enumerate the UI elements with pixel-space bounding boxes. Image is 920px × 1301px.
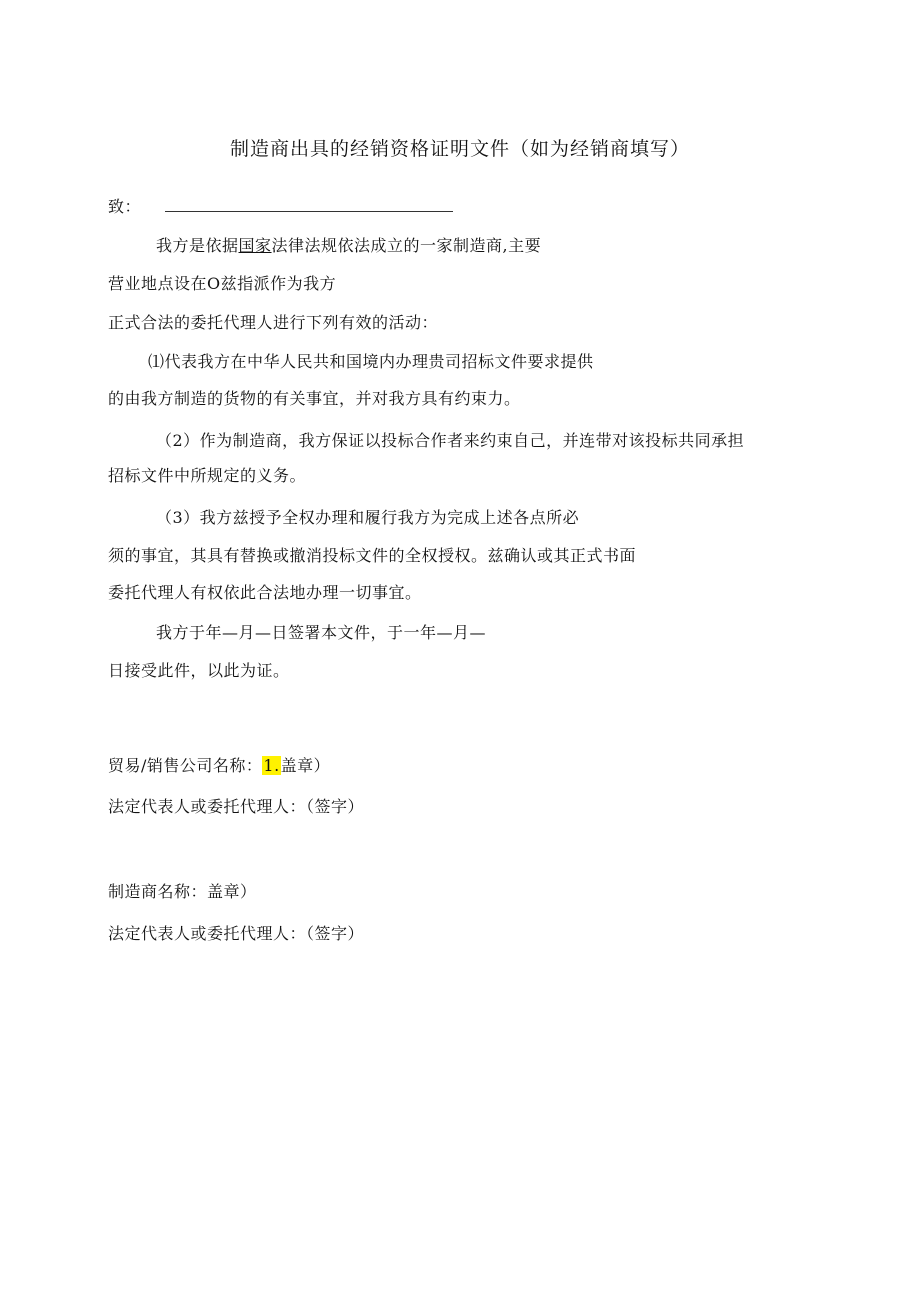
sign-date-line-2: 日接受此件，以此为证。 [108, 661, 290, 680]
p1-underlined-word: 国家 [238, 236, 272, 255]
manufacturer-name-line: 制造商名称：盖章） [108, 882, 257, 901]
item-3-line-2: 须的事宜，其具有替换或撤消投标文件的全权授权。兹确认或其正式书面 [108, 546, 637, 565]
highlighted-field: 1. [263, 756, 280, 775]
item-2-line-2: 招标文件中所规定的义务。 [108, 466, 307, 485]
p1-text-pre: 我方是依据 [156, 236, 239, 255]
p1-text-post: 法律法规依法成立的一家制造商,主要 [271, 236, 542, 255]
legal-representative-line-1: 法定代表人或委托代理人：（签字） [108, 797, 365, 816]
item-1-line-2: 的由我方制造的货物的有关事宜，并对我方具有约束力。 [108, 389, 521, 408]
trade-company-seal: 盖章） [280, 756, 331, 775]
item-3-line-1: （3）我方兹授予全权办理和履行我方为完成上述各点所必 [156, 508, 580, 527]
item-2-line-1: （2）作为制造商，我方保证以投标合作者来约束自己，并连带对该投标共同承担 [156, 431, 745, 450]
trade-company-label: 贸易/销售公司名称： [108, 756, 263, 775]
paragraph-1-line-2: 营业地点设在O兹指派作为我方 [108, 274, 337, 293]
recipient-line [108, 197, 453, 217]
sign-date-line-1: 我方于年—月—日签署本文件，于一年—月— [156, 623, 487, 642]
paragraph-1-line-1 [156, 236, 541, 256]
document-title: 制造商出具的经销资格证明文件（如为经销商填写） [229, 138, 690, 160]
to-label: 致： [108, 197, 142, 216]
item-1-line-1: ⑴代表我方在中华人民共和国境内办理贵司招标文件要求提供 [148, 352, 594, 371]
paragraph-1-line-3: 正式合法的委托代理人进行下列有效的活动： [108, 313, 439, 332]
item-3-line-3: 委托代理人有权依此合法地办理一切事宜。 [108, 583, 422, 602]
legal-representative-line-2: 法定代表人或委托代理人：（签字） [108, 924, 365, 943]
trade-company-line [108, 756, 330, 776]
recipient-blank[interactable] [165, 199, 453, 212]
